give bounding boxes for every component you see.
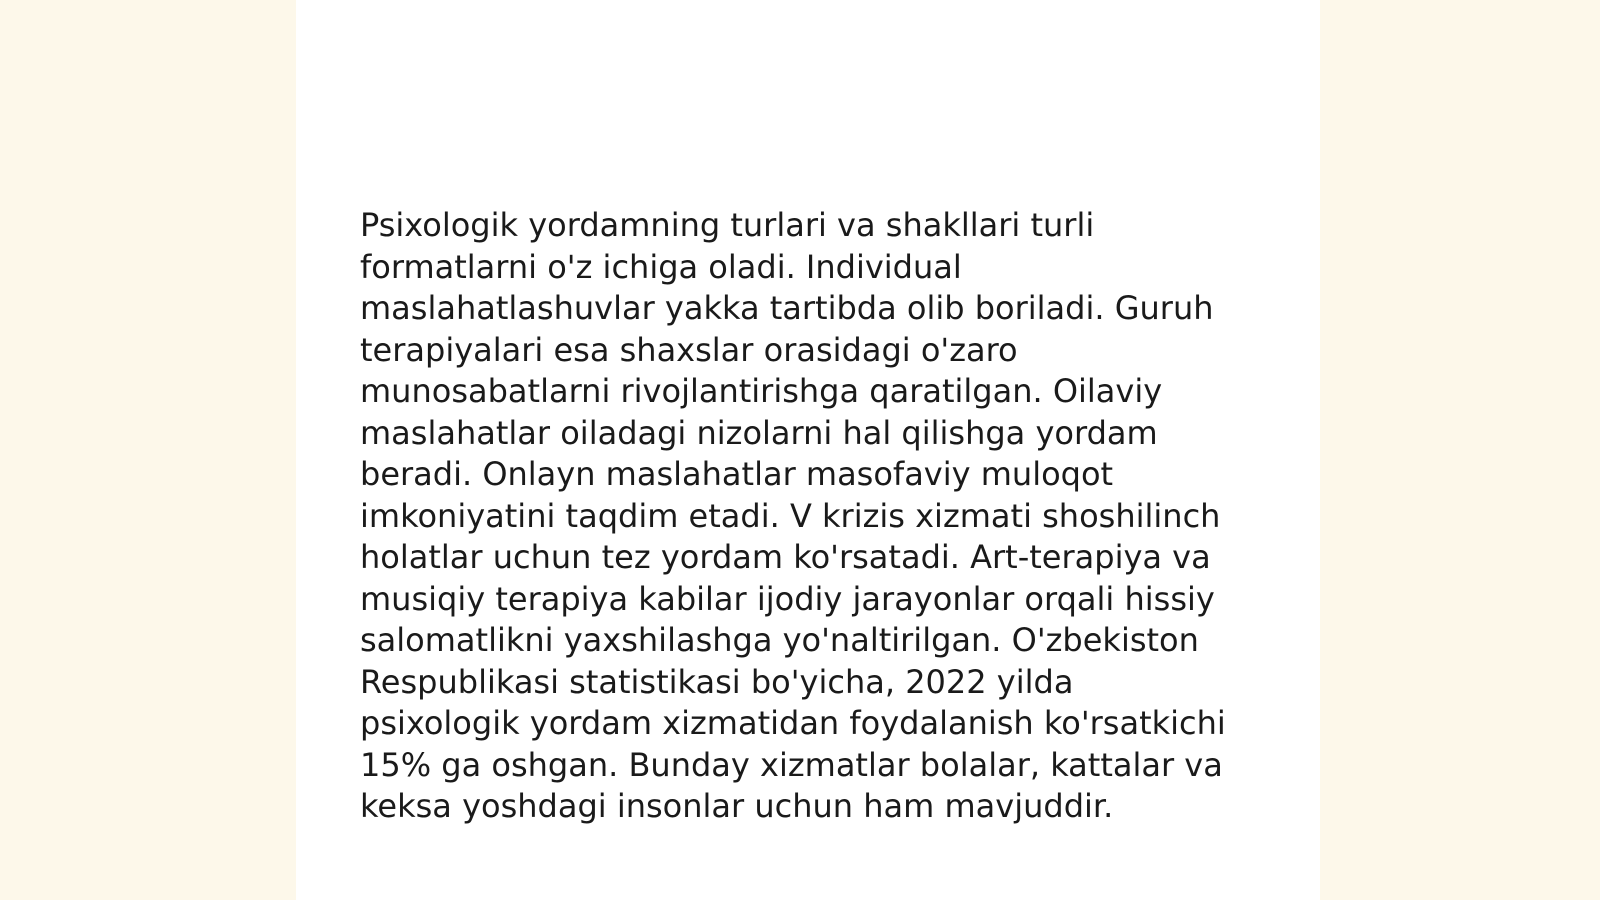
body-paragraph: Psixologik yordamning turlari va shakllari turli formatlarni o'z ichiga oladi. Individual maslahatlashuvlar yakka tartibda olib boriladi. Guruh terapiyalari esa shaxslar orasidagi o'zaro munosabatlarni rivojlantirishga qaratilgan. Oilaviy maslahatlar oiladagi nizolarni hal qilishga yordam beradi. Onlayn maslahatlar masofaviy muloqot imkoniyatini taqdim etadi. V krizis xizmati shoshilinch holatlar uchun tez yordam ko'rsatadi. Art-terapiya va musiqiy terapiya kabilar ijodiy jarayonlar orqali hissiy salomatlikni yaxshilashga yo'naltirilgan. O'zbekiston Respublikasi statistikasi bo'yicha, 2022 yilda psixologik yordam xizmatidan foydalanish ko'rsatkichi 15% ga oshgan. Bunday xizmatlar bolalar, kattalar va keksa yoshdagi insonlar uchun ham mavjuddir. (360, 206, 1226, 825)
document-page (296, 0, 1320, 900)
